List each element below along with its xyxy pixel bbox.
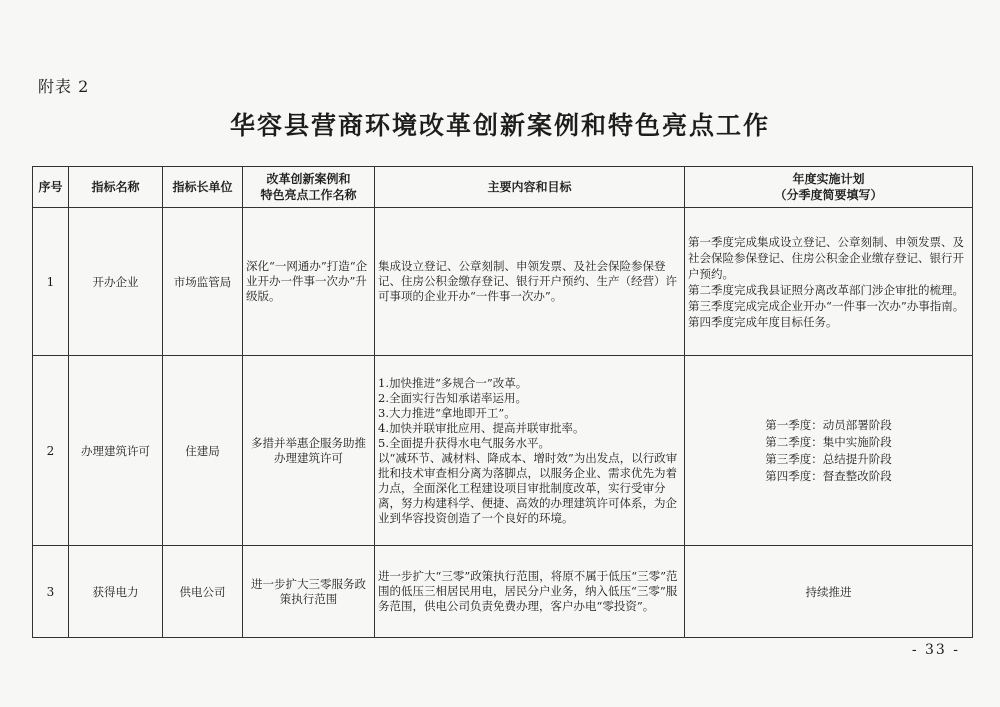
row-indicator: 开办企业 (69, 208, 163, 356)
table-row (33, 208, 973, 356)
document-title: 华容县营商环境改革创新案例和特色亮点工作 (229, 111, 770, 140)
header-indicator: 指标名称 (69, 167, 163, 208)
header-case-name-line2: 特色亮点工作名称 (260, 188, 357, 202)
plan-line: 第一季度：动员部署阶段 (765, 417, 892, 432)
content-line: 进一步扩大“三零”政策执行范围，将原不属于低压“三零”范围的低压三相居民用电，居民分户业务，纳入低压“三零”服务范围，供电公司负责免费办理，客户办电“零投资”。 (378, 569, 678, 613)
row-content (375, 356, 685, 546)
header-no: 序号 (33, 167, 69, 208)
plan-line: 第一季度完成集成设立登记、公章刻制、申领发票、及社会保险参保登记、住房公积金企业缴存登记、银行开户预约。 (688, 234, 964, 281)
header-lead-unit: 指标长单位 (163, 167, 243, 208)
content-line: 5.全面提升获得水电气服务水平。 (378, 435, 550, 450)
row-plan (685, 546, 973, 638)
row-case-name (243, 208, 375, 356)
header-case-name (243, 167, 375, 208)
cases-table (32, 166, 973, 638)
plan-line: 第四季度：督查整改阶段 (765, 468, 892, 483)
row-no: 3 (33, 546, 69, 638)
row-lead-unit: 供电公司 (163, 546, 243, 638)
content-line: 以“减环节、减材料、降成本、增时效”为出发点，以行政审批和技术审查相分离为落脚点，以服务企业、需求优先为着力点，全面深化工程建设项目审批制度改革，实行受审分离，努力构建科学、便捷、高效的办理建筑许可体系，为企业到华容投资创造了一个良好的环境。 (378, 450, 678, 525)
row-case-name (243, 546, 375, 638)
row-no: 2 (33, 356, 69, 546)
row-lead-unit: 住建局 (163, 356, 243, 546)
plan-line: 持续推进 (805, 584, 852, 599)
table-row (33, 546, 973, 638)
annex-label: 附表 2 (38, 77, 90, 96)
case-name-text: 多措并举惠企服务助推办理建筑许可 (251, 435, 366, 465)
plan-line: 第三季度：总结提升阶段 (765, 451, 892, 466)
case-name-text: 进一步扩大三零服务政策执行范围 (251, 576, 366, 606)
header-plan-line2: （分季度简要填写） (774, 188, 883, 202)
row-plan (685, 356, 973, 546)
row-lead-unit: 市场监管局 (163, 208, 243, 356)
page-number: - 33 - (911, 642, 960, 658)
content-line: 3.大力推进“拿地即开工”。 (378, 405, 516, 420)
plan-line: 第二季度完成我县证照分离改革部门涉企审批的梳理。 (688, 282, 964, 297)
content-line: 2.全面实行告知承诺率运用。 (378, 390, 527, 405)
row-indicator: 获得电力 (69, 546, 163, 638)
row-plan (685, 208, 973, 356)
plan-line: 第三季度完成完成企业开办“一件事一次办”办事指南。 (688, 298, 965, 313)
header-case-name-line1: 改革创新案例和 (266, 172, 351, 186)
table-header-row (33, 167, 973, 208)
content-line: 1.加快推进“多规合一”改革。 (378, 375, 528, 390)
table-row (33, 356, 973, 546)
row-indicator: 办理建筑许可 (69, 356, 163, 546)
row-case-name (243, 356, 375, 546)
content-line: 4.加快并联审批应用、提高并联审批率。 (378, 420, 585, 435)
row-content (375, 546, 685, 638)
content-line: 集成设立登记、公章刻制、申领发票、及社会保险参保登记、住房公积金缴存登记、银行开户预约、生产（经营）许可事项的企业开办“一件事一次办”。 (378, 259, 677, 303)
plan-line: 第四季度完成年度目标任务。 (688, 314, 838, 329)
plan-line: 第二季度：集中实施阶段 (765, 434, 892, 449)
header-plan (685, 167, 973, 208)
row-content (375, 208, 685, 356)
header-content: 主要内容和目标 (375, 167, 685, 208)
row-no: 1 (33, 208, 69, 356)
case-name-text: 深化“一网通办”打造“企业开办一件事一次办”升级版。 (246, 259, 368, 303)
header-plan-line1: 年度实施计划 (792, 172, 865, 186)
